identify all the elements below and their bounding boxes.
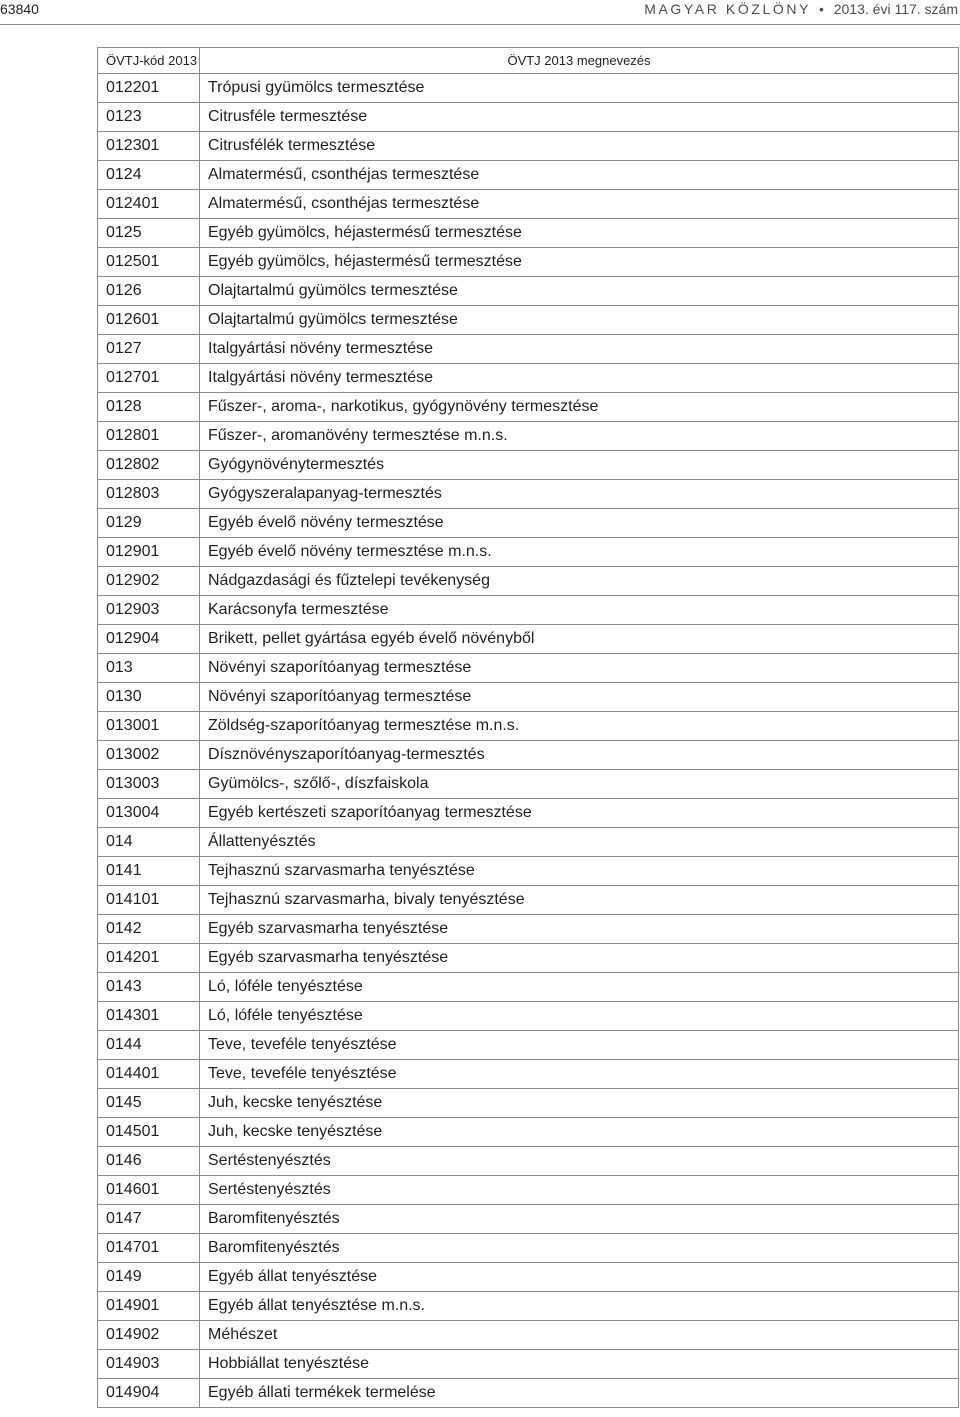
journal-title: MAGYAR KÖZLÖNY [644,1,812,17]
name-cell: Almatermésű, csonthéjas termesztése [200,161,959,190]
table-row [98,451,959,480]
name-cell: Juh, kecske tenyésztése [200,1118,959,1147]
code-cell: 014901 [98,1292,200,1321]
name-cell: Baromfitenyésztés [200,1205,959,1234]
name-cell: Tejhasznú szarvasmarha tenyésztése [200,857,959,886]
column-header-name: ÖVTJ 2013 megnevezés [200,48,959,74]
name-cell: Italgyártási növény termesztése [200,364,959,393]
issue-number: 2013. évi 117. szám [833,1,958,17]
name-cell: Italgyártási növény termesztése [200,335,959,364]
table-row [98,1089,959,1118]
table-row [98,306,959,335]
table-row [98,741,959,770]
table-row [98,161,959,190]
name-cell: Egyéb évelő növény termesztése m.n.s. [200,538,959,567]
code-cell: 012701 [98,364,200,393]
name-cell: Ló, lóféle tenyésztése [200,1002,959,1031]
table-row [98,683,959,712]
table-row [98,770,959,799]
name-cell: Egyéb kertészeti szaporítóanyag termesztése [200,799,959,828]
code-cell: 014 [98,828,200,857]
code-cell: 014902 [98,1321,200,1350]
code-cell: 014903 [98,1350,200,1379]
code-cell: 012801 [98,422,200,451]
table-row [98,1147,959,1176]
table-row [98,1118,959,1147]
name-cell: Fűszer-, aroma-, narkotikus, gyógynövény termesztése [200,393,959,422]
code-cell: 0147 [98,1205,200,1234]
table-row [98,799,959,828]
name-cell: Gyümölcs-, szőlő-, díszfaiskola [200,770,959,799]
name-cell: Növényi szaporítóanyag termesztése [200,683,959,712]
table-row [98,422,959,451]
name-cell: Növényi szaporítóanyag termesztése [200,654,959,683]
table-row [98,538,959,567]
header-divider [0,24,960,25]
code-cell: 0129 [98,509,200,538]
name-cell: Zöldség-szaporítóanyag termesztése m.n.s. [200,712,959,741]
code-cell: 0123 [98,103,200,132]
name-cell: Teve, teveféle tenyésztése [200,1060,959,1089]
table-row [98,393,959,422]
table-row [98,1321,959,1350]
name-cell: Egyéb évelő növény termesztése [200,509,959,538]
table-row [98,625,959,654]
code-cell: 012201 [98,74,200,103]
table-row [98,712,959,741]
table-row [98,219,959,248]
name-cell: Trópusi gyümölcs termesztése [200,74,959,103]
table-row [98,248,959,277]
name-cell: Hobbiállat tenyésztése [200,1350,959,1379]
table-row [98,1234,959,1263]
table-row [98,973,959,1002]
name-cell: Olajtartalmú gyümölcs termesztése [200,277,959,306]
table-row [98,1379,959,1408]
table-row [98,944,959,973]
code-cell: 013 [98,654,200,683]
code-cell: 012301 [98,132,200,161]
name-cell: Sertéstenyésztés [200,1176,959,1205]
code-cell: 0142 [98,915,200,944]
name-cell: Fűszer-, aromanövény termesztése m.n.s. [200,422,959,451]
name-cell: Ló, lóféle tenyésztése [200,973,959,1002]
code-cell: 012904 [98,625,200,654]
code-cell: 013002 [98,741,200,770]
code-cell: 012903 [98,596,200,625]
table-row [98,1002,959,1031]
table-row [98,1263,959,1292]
code-cell: 0125 [98,219,200,248]
code-cell: 0130 [98,683,200,712]
table-row [98,828,959,857]
code-cell: 012802 [98,451,200,480]
column-header-code: ÖVTJ-kód 2013 [98,48,200,74]
code-cell: 012601 [98,306,200,335]
name-cell: Nádgazdasági és fűztelepi tevékenység [200,567,959,596]
name-cell: Citrusfélék termesztése [200,132,959,161]
publication-info [644,1,958,17]
table-row [98,1176,959,1205]
name-cell: Állattenyésztés [200,828,959,857]
table-body [98,74,959,1408]
name-cell: Egyéb állat tenyésztése [200,1263,959,1292]
table-row [98,915,959,944]
code-cell: 013004 [98,799,200,828]
table-row [98,364,959,393]
table-row [98,567,959,596]
table-row [98,596,959,625]
name-cell: Gyógynövénytermesztés [200,451,959,480]
code-cell: 0126 [98,277,200,306]
name-cell: Baromfitenyésztés [200,1234,959,1263]
name-cell: Teve, teveféle tenyésztése [200,1031,959,1060]
name-cell: Egyéb gyümölcs, héjastermésű termesztése [200,219,959,248]
table-row [98,1205,959,1234]
code-cell: 0127 [98,335,200,364]
code-cell: 0143 [98,973,200,1002]
code-cell: 014101 [98,886,200,915]
code-cell: 014401 [98,1060,200,1089]
table-row [98,886,959,915]
name-cell: Egyéb gyümölcs, héjastermésű termesztése [200,248,959,277]
name-cell: Tejhasznú szarvasmarha, bivaly tenyésztése [200,886,959,915]
code-cell: 014501 [98,1118,200,1147]
code-cell: 0146 [98,1147,200,1176]
name-cell: Egyéb állat tenyésztése m.n.s. [200,1292,959,1321]
code-cell: 012902 [98,567,200,596]
table-row [98,1350,959,1379]
code-cell: 0128 [98,393,200,422]
name-cell: Méhészet [200,1321,959,1350]
table-row [98,190,959,219]
code-cell: 014601 [98,1176,200,1205]
table-row [98,1031,959,1060]
table-row [98,132,959,161]
code-cell: 014301 [98,1002,200,1031]
table-row [98,103,959,132]
table-row [98,857,959,886]
table-row [98,335,959,364]
activity-code-table [97,47,959,1408]
table-row [98,277,959,306]
code-cell: 013003 [98,770,200,799]
name-cell: Egyéb szarvasmarha tenyésztése [200,944,959,973]
name-cell: Olajtartalmú gyümölcs termesztése [200,306,959,335]
name-cell: Gyógyszeralapanyag-termesztés [200,480,959,509]
name-cell: Egyéb szarvasmarha tenyésztése [200,915,959,944]
table-row [98,1060,959,1089]
code-cell: 0145 [98,1089,200,1118]
code-cell: 012501 [98,248,200,277]
code-cell: 014201 [98,944,200,973]
code-cell: 013001 [98,712,200,741]
name-cell: Citrusféle termesztése [200,103,959,132]
page-number: 63840 [0,1,39,17]
separator-bullet: • [818,1,824,17]
page-header [0,0,960,24]
code-cell: 0124 [98,161,200,190]
code-cell: 012401 [98,190,200,219]
code-cell: 0144 [98,1031,200,1060]
code-cell: 0141 [98,857,200,886]
name-cell: Almatermésű, csonthéjas termesztése [200,190,959,219]
code-cell: 014701 [98,1234,200,1263]
name-cell: Juh, kecske tenyésztése [200,1089,959,1118]
table-row [98,654,959,683]
code-cell: 012803 [98,480,200,509]
table-row [98,1292,959,1321]
name-cell: Karácsonyfa termesztése [200,596,959,625]
name-cell: Dísznövényszaporítóanyag-termesztés [200,741,959,770]
name-cell: Brikett, pellet gyártása egyéb évelő növényből [200,625,959,654]
name-cell: Egyéb állati termékek termelése [200,1379,959,1408]
code-cell: 014904 [98,1379,200,1408]
table-header-row [98,48,959,74]
code-cell: 0149 [98,1263,200,1292]
table-row [98,74,959,103]
table-row [98,480,959,509]
name-cell: Sertéstenyésztés [200,1147,959,1176]
code-cell: 012901 [98,538,200,567]
table-row [98,509,959,538]
